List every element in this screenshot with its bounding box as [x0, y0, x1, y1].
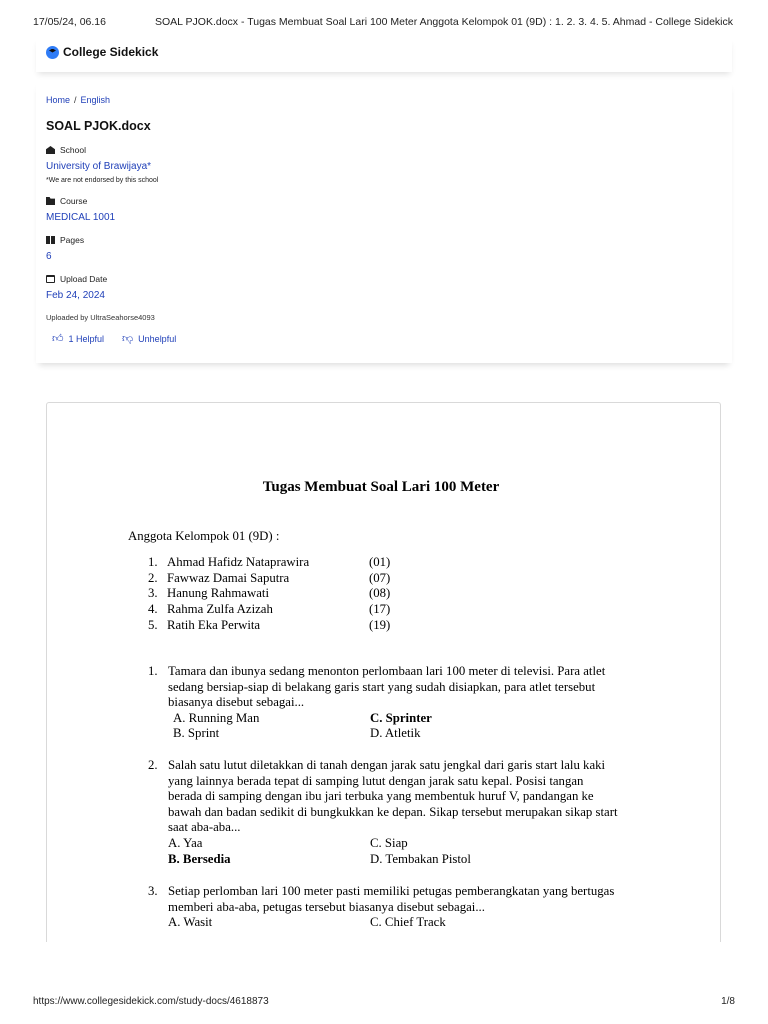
print-footer: [33, 996, 735, 1007]
helpful-button[interactable]: [52, 332, 104, 345]
unhelpful-button[interactable]: [122, 332, 176, 345]
calendar-icon: [46, 275, 55, 283]
school-label: [46, 145, 86, 155]
print-page-number: 1/8: [721, 996, 735, 1007]
school-icon: [46, 146, 55, 154]
brand-name: College Sidekick: [63, 45, 159, 59]
breadcrumb-separator: /: [74, 95, 77, 105]
question-3: 3. Setiap perlomban lari 100 meter pasti memiliki petugas pemberangkatan yang bertugas memberi aba-aba, petugas tersebut biasanya disebut sebagai... A. Wasit C. Chief Track: [148, 884, 618, 931]
question-1: 1. Tamara dan ibunya sedang menonton perlombaan lari 100 meter di televisi. Para atlet sedang bersiap-siap di belakang garis start yang sudah disiapkan, para atlet tersebut biasanya disebut sebagai... A. Running Man C. Sprinter B. Sprint D. Atletik: [148, 664, 618, 742]
pages-label-text: Pages: [60, 235, 85, 245]
breadcrumb-english[interactable]: English: [80, 95, 111, 105]
member-item: 1. Ahmad Hafidz Nataprawira (01): [148, 555, 391, 569]
breadcrumb: [46, 95, 110, 105]
print-header: [33, 16, 735, 28]
question-text: Setiap perlomban lari 100 meter pasti memiliki petugas pemberangkatan yang bertugas memberi aba-aba, petugas tersebut biasanya disebut sebagai...: [168, 884, 615, 914]
school-disclaimer: *We are not endorsed by this school: [46, 177, 159, 184]
school-link[interactable]: University of Brawijaya*: [46, 161, 152, 172]
upload-date-label-text: Upload Date: [60, 274, 108, 284]
breadcrumb-home[interactable]: Home: [46, 95, 71, 105]
print-datetime: 17/05/24, 06.16: [33, 16, 106, 28]
course-label: [46, 196, 87, 206]
course-link[interactable]: MEDICAL 1001: [46, 212, 116, 223]
document-heading: Tugas Membuat Soal Lari 100 Meter: [262, 479, 500, 495]
question-text: Salah satu lutut diletakkan di tanah dengan jarak satu jengkal dari garis start lalu kaki yang lainnya berada tepat di samping lutut dengan jarak satu kepal. Posisi tangan berada di samping dengan ibu jari terbuka yang membentuk huruf V, pandangan ke bawah dan badan sedikit di bungkukkan ke depan. Sikap tersebut merupakan sikap start saat aba-aba...: [168, 758, 618, 835]
helpful-label: 1 Helpful: [68, 333, 105, 344]
question-2: 2. Salah satu lutut diletakkan di tanah dengan jarak satu jengkal dari garis start lalu kaki yang lainnya berada tepat di samping lutut dengan jarak satu kepal. Posisi tangan berada di samping dengan ibu jari terbuka yang membentuk huruf V, pandangan ke bawah dan badan sedikit di bungkukkan ke depan. Sikap tersebut merupakan sikap start saat aba-aba... A. Yaa C. Siap B. Bersedia D. Tembakan Pistol: [148, 758, 618, 866]
document-preview[interactable]: [46, 402, 721, 942]
top-navbar: [36, 38, 732, 72]
member-item: 4. Rahma Zulfa Azizah (17): [148, 602, 391, 616]
pages-label: [46, 235, 84, 245]
answer-options: A. Wasit C. Chief Track: [168, 915, 446, 930]
group-title: Anggota Kelompok 01 (9D) :: [128, 529, 280, 543]
uploaded-by: Uploaded by UltraSeahorse4093: [46, 313, 155, 322]
pages-icon: [46, 236, 55, 244]
print-page-title: SOAL PJOK.docx - Tugas Membuat Soal Lari 100 Meter Anggota Kelompok 01 (9D) : 1. 2. 3. 4. 5. Ahmad - College Sidekick: [155, 16, 733, 28]
member-item: 2. Fawwaz Damai Saputra (07): [148, 571, 391, 585]
member-item: 5. Ratih Eka Perwita (19): [148, 618, 391, 632]
thumbs-up-icon: 👍︎: [52, 333, 64, 345]
upload-date-value: Feb 24, 2024: [46, 290, 105, 301]
pages-value: 6: [46, 251, 52, 262]
unhelpful-label: Unhelpful: [138, 333, 177, 344]
college-sidekick-logo-icon: [46, 46, 59, 59]
print-url: https://www.collegesidekick.com/study-docs/4618873: [33, 996, 269, 1007]
answer-options: A. Yaa C. Siap B. Bersedia D. Tembakan Pistol: [168, 835, 471, 866]
school-label-text: School: [60, 145, 86, 155]
brand-link[interactable]: [46, 45, 158, 59]
upload-date-label: [46, 274, 107, 284]
answer-options: A. Running Man C. Sprinter B. Sprint D. Atletik: [173, 710, 432, 741]
question-text: Tamara dan ibunya sedang menonton perlombaan lari 100 meter di televisi. Para atlet sedang bersiap-siap di belakang garis start yang sudah disiapkan, para atlet tersebut biasanya disebut sebagai...: [168, 664, 606, 710]
course-label-text: Course: [60, 196, 88, 206]
document-title: SOAL PJOK.docx: [46, 119, 151, 133]
folder-icon: [46, 197, 55, 205]
document-info-card: [36, 80, 732, 363]
thumbs-down-icon: 👎︎: [122, 333, 134, 345]
member-item: 3. Hanung Rahmawati (08): [148, 586, 391, 600]
